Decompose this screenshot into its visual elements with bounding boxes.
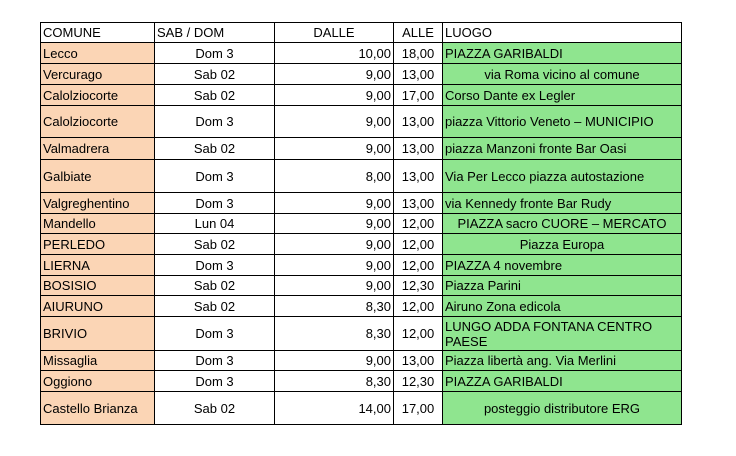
- cell-luogo: Airuno Zona edicola: [443, 296, 682, 317]
- table-row: [41, 255, 682, 276]
- cell-comune: BOSISIO: [41, 276, 155, 296]
- cell-alle: 12,00: [394, 296, 443, 317]
- schedule-table: [40, 22, 682, 425]
- table-row: [41, 106, 682, 138]
- cell-alle: 18,00: [394, 43, 443, 64]
- cell-comune: BRIVIO: [41, 317, 155, 351]
- cell-dalle: 10,00: [275, 43, 394, 64]
- cell-alle: 12,00: [394, 214, 443, 234]
- table-row: [41, 296, 682, 317]
- cell-luogo: piazza Manzoni fronte Bar Oasi: [443, 138, 682, 160]
- cell-luogo: PIAZZA sacro CUORE – MERCATO: [443, 214, 682, 234]
- cell-giorno: Dom 3: [155, 193, 275, 214]
- table-row: [41, 392, 682, 425]
- cell-luogo: via Kennedy fronte Bar Rudy: [443, 193, 682, 214]
- cell-luogo: Via Per Lecco piazza autostazione: [443, 160, 682, 193]
- cell-dalle: 8,00: [275, 160, 394, 193]
- header-luogo: LUOGO: [443, 23, 682, 43]
- table-row: [41, 160, 682, 193]
- cell-alle: 17,00: [394, 392, 443, 425]
- header-dalle: DALLE: [275, 23, 394, 43]
- cell-dalle: 14,00: [275, 392, 394, 425]
- cell-dalle: 9,00: [275, 138, 394, 160]
- cell-comune: Galbiate: [41, 160, 155, 193]
- cell-giorno: Dom 3: [155, 317, 275, 351]
- cell-luogo: via Roma vicino al comune: [443, 64, 682, 85]
- cell-luogo: Corso Dante ex Legler: [443, 85, 682, 106]
- table-row: [41, 138, 682, 160]
- cell-dalle: 9,00: [275, 276, 394, 296]
- table-row: [41, 193, 682, 214]
- cell-comune: Oggiono: [41, 371, 155, 392]
- cell-dalle: 9,00: [275, 106, 394, 138]
- cell-comune: Calolziocorte: [41, 106, 155, 138]
- cell-dalle: 9,00: [275, 214, 394, 234]
- table-row: [41, 276, 682, 296]
- cell-alle: 13,00: [394, 160, 443, 193]
- cell-luogo: piazza Vittorio Veneto – MUNICIPIO: [443, 106, 682, 138]
- cell-alle: 12,00: [394, 317, 443, 351]
- cell-dalle: 8,30: [275, 371, 394, 392]
- cell-giorno: Dom 3: [155, 255, 275, 276]
- cell-luogo: PIAZZA GARIBALDI: [443, 371, 682, 392]
- cell-alle: 12,00: [394, 255, 443, 276]
- cell-dalle: 9,00: [275, 64, 394, 85]
- cell-alle: 12,00: [394, 234, 443, 255]
- cell-giorno: Dom 3: [155, 371, 275, 392]
- cell-alle: 13,00: [394, 138, 443, 160]
- cell-giorno: Sab 02: [155, 64, 275, 85]
- cell-luogo: LUNGO ADDA FONTANA CENTRO PAESE: [443, 317, 682, 351]
- cell-alle: 12,30: [394, 371, 443, 392]
- cell-comune: Valmadrera: [41, 138, 155, 160]
- cell-dalle: 8,30: [275, 317, 394, 351]
- cell-dalle: 9,00: [275, 193, 394, 214]
- header-comune: COMUNE: [41, 23, 155, 43]
- cell-comune: LIERNA: [41, 255, 155, 276]
- cell-giorno: Dom 3: [155, 160, 275, 193]
- cell-comune: Calolziocorte: [41, 85, 155, 106]
- table-row: [41, 214, 682, 234]
- cell-comune: Missaglia: [41, 351, 155, 371]
- cell-giorno: Sab 02: [155, 276, 275, 296]
- cell-dalle: 9,00: [275, 351, 394, 371]
- cell-giorno: Sab 02: [155, 234, 275, 255]
- cell-dalle: 9,00: [275, 255, 394, 276]
- cell-dalle: 9,00: [275, 85, 394, 106]
- table-row: [41, 351, 682, 371]
- cell-dalle: 9,00: [275, 234, 394, 255]
- table-row: [41, 234, 682, 255]
- cell-alle: 17,00: [394, 85, 443, 106]
- cell-luogo: Piazza Europa: [443, 234, 682, 255]
- cell-giorno: Dom 3: [155, 351, 275, 371]
- cell-comune: PERLEDO: [41, 234, 155, 255]
- table-row: [41, 64, 682, 85]
- cell-giorno: Lun 04: [155, 214, 275, 234]
- header-alle: ALLE: [394, 23, 443, 43]
- table-row: [41, 317, 682, 351]
- cell-alle: 13,00: [394, 64, 443, 85]
- cell-luogo: posteggio distributore ERG: [443, 392, 682, 425]
- table-row: [41, 85, 682, 106]
- cell-comune: Vercurago: [41, 64, 155, 85]
- cell-comune: Valgreghentino: [41, 193, 155, 214]
- cell-giorno: Sab 02: [155, 85, 275, 106]
- cell-luogo: Piazza Parini: [443, 276, 682, 296]
- cell-comune: Castello Brianza: [41, 392, 155, 425]
- table-row: [41, 371, 682, 392]
- cell-alle: 13,00: [394, 193, 443, 214]
- cell-giorno: Sab 02: [155, 138, 275, 160]
- cell-giorno: Sab 02: [155, 392, 275, 425]
- cell-giorno: Dom 3: [155, 106, 275, 138]
- header-row: [41, 23, 682, 43]
- table-row: [41, 43, 682, 64]
- cell-luogo: PIAZZA GARIBALDI: [443, 43, 682, 64]
- cell-dalle: 8,30: [275, 296, 394, 317]
- cell-alle: 13,00: [394, 106, 443, 138]
- cell-giorno: Sab 02: [155, 296, 275, 317]
- cell-comune: AIURUNO: [41, 296, 155, 317]
- cell-alle: 12,30: [394, 276, 443, 296]
- cell-luogo: Piazza libertà ang. Via Merlini: [443, 351, 682, 371]
- header-giorno: SAB / DOM: [155, 23, 275, 43]
- cell-alle: 13,00: [394, 351, 443, 371]
- cell-luogo: PIAZZA 4 novembre: [443, 255, 682, 276]
- cell-comune: Lecco: [41, 43, 155, 64]
- cell-giorno: Dom 3: [155, 43, 275, 64]
- cell-comune: Mandello: [41, 214, 155, 234]
